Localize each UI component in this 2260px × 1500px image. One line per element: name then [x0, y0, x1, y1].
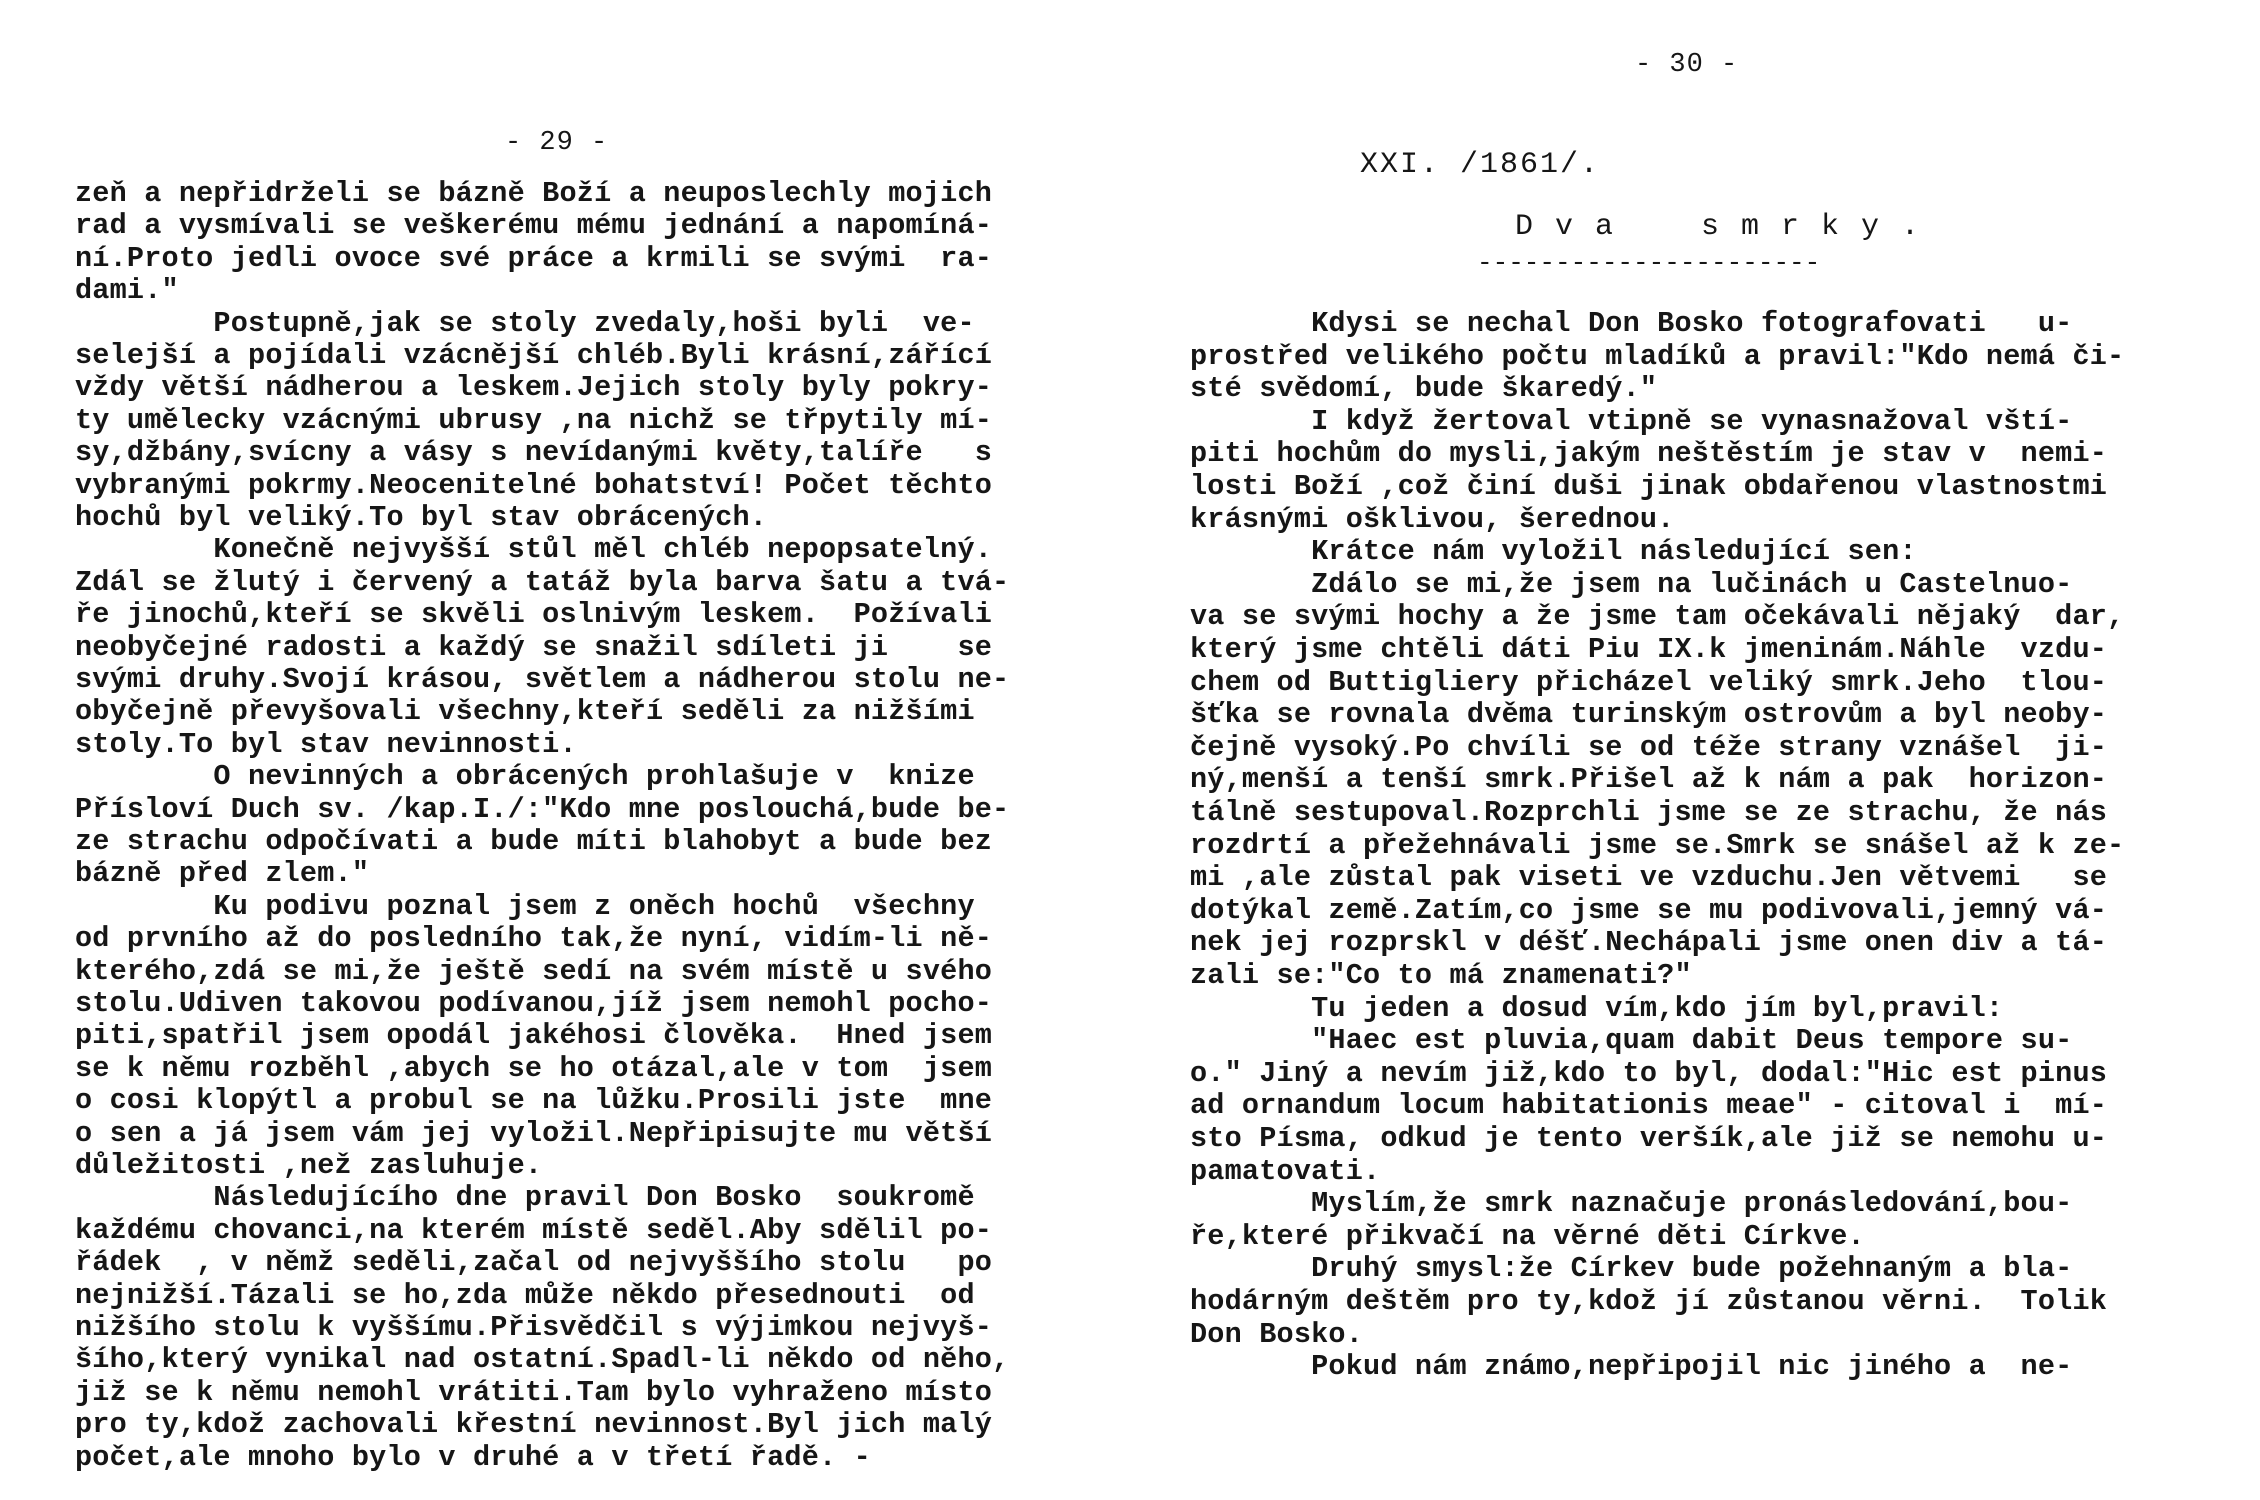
text-line: sté svědomí, bude škaredý." — [1190, 372, 1658, 406]
text-line: sto Písma, odkud je tento veršík,ale již se nemohu u- — [1190, 1122, 2108, 1155]
text-line: Konečně nejvyšší stůl měl chléb nepopsatelný. — [75, 533, 993, 567]
text-line: rad a vysmívali se veškerému mému jednání a napomíná- — [75, 209, 993, 243]
text-line: krásnými ošklivou, šerednou. — [1190, 502, 1675, 536]
text-line: tálně sestupoval.Rozprchli jsme se ze strachu, že nás — [1190, 796, 2108, 829]
text-line: sy,džbány,svícny a vásy s nevídanými květy,talíře s — [75, 436, 993, 470]
text-line: nižšího stolu k vyššímu.Přisvědčil s výjimkou nejvyš- — [75, 1311, 993, 1344]
text-line: pamatovati. — [1190, 1154, 1381, 1188]
text-line: I když žertoval vtipně se vynasnažoval vští- — [1190, 404, 2073, 438]
text-line: nejnižší.Tázali se ho,zda může někdo přesednouti od — [75, 1278, 975, 1312]
text-line: Následujícího dne pravil Don Bosko soukromě — [75, 1181, 975, 1215]
text-line: bázně před zlem." — [75, 857, 370, 891]
text-line: kterého,zdá se mi,že ještě sedí na svém místě u svého — [75, 954, 993, 988]
text-line: šího,který vynikal nad ostatní.Spadl-li někdo od něho, — [75, 1343, 1010, 1377]
text-line: selejší a pojídali vzácnější chléb.Byli krásní,zářící — [75, 339, 993, 372]
text-line: ze strachu odpočívati a bude míti blahobyt a bude bez — [75, 825, 993, 858]
right-page — [1130, 0, 2260, 1500]
text-line: vždy větší nádherou a leskem.Jejich stoly byly pokry- — [75, 371, 993, 405]
text-line: který jsme chtěli dáti Piu IX.k jmeninám.Náhle vzdu- — [1190, 633, 2108, 666]
text-line: Kdysi se nechal Don Bosko fotografovati u- — [1190, 307, 2073, 340]
page-number: - 30 - — [1635, 50, 1739, 80]
text-line: rozdrtí a přežehnávali jsme se.Smrk se snášel až k ze- — [1190, 828, 2125, 862]
text-line: Zdálo se mi,že jsem na lučinách u Castelnuo- — [1190, 567, 2073, 601]
text-line: ře,které přikvačí na věrné děti Církve. — [1190, 1219, 1865, 1253]
text-line: Druhý smysl:že Církev bude požehnaným a bla- — [1190, 1252, 2073, 1286]
text-line: ný,menší a tenší smrk.Přišel až k nám a pak horizon- — [1190, 763, 2108, 797]
text-line: neobyčejné radosti a každý se snažil sdíleti ji se — [75, 630, 993, 664]
text-line: hodárným deštěm pro ty,kdož jí zůstanou věrni. Tolik — [1190, 1285, 2108, 1318]
text-line: chem od Buttigliery přicházel veliký smrk.Jeho tlou- — [1190, 665, 2108, 699]
page-number: - 29 - — [505, 128, 609, 158]
text-line: ad ornandum locum habitationis meae" - citoval i mí- — [1190, 1089, 2108, 1123]
text-line: ty umělecky vzácnými ubrusy ,na nichž se třpytily mí- — [75, 403, 993, 437]
title-underline: ---------------------- — [1477, 248, 1821, 278]
text-line: počet,ale mnoho bylo v druhé a v třetí řadě. - — [75, 1440, 871, 1474]
text-line: nek jej rozprskl v déšť.Nechápali jsme onen div a tá- — [1190, 926, 2108, 960]
text-line: stoly.To byl stav nevinnosti. — [75, 727, 577, 761]
text-line: čejně vysoký.Po chvíli se od téže strany vznášel ji- — [1190, 730, 2108, 764]
text-line: Ku podivu poznal jsem z oněch hochů všechny — [75, 889, 975, 923]
text-line: obyčejně převyšovali všechny,kteří seděli za nižšími — [75, 695, 975, 729]
text-line: Don Bosko. — [1190, 1317, 1364, 1351]
text-line: mi ,ale zůstal pak viseti ve vzduchu.Jen větvemi se — [1190, 861, 2108, 895]
text-line: šťka se rovnala dvěma turinským ostrovům a byl neoby- — [1190, 698, 2108, 732]
text-line: Pokud nám známo,nepřipojil nic jiného a ne- — [1190, 1350, 2073, 1384]
text-line: Tu jeden a dosud vím,kdo jím byl,pravil: — [1190, 991, 2004, 1025]
text-line: ní.Proto jedli ovoce své práce a krmili se svými ra- — [75, 241, 993, 275]
text-line: losti Boží ,což činí duši jinak obdařenou vlastnostmi — [1190, 470, 2108, 503]
text-line: Myslím,že smrk naznačuje pronásledování,bou- — [1190, 1187, 2073, 1221]
text-line: svými druhy.Svojí krásou, světlem a nádherou stolu ne- — [75, 663, 1010, 696]
text-line: dotýkal země.Zatím,co jsme se mu podivovali,jemný vá- — [1190, 893, 2108, 927]
text-line: ře jinochů,kteří se skvěli oslnivým leskem. Požívali — [75, 598, 993, 632]
text-line: Postupně,jak se stoly zvedaly,hoši byli ve- — [75, 306, 975, 340]
text-line: piti hochům do mysli,jakým neštěstím je stav v nemi- — [1190, 437, 2108, 471]
text-line: Přísloví Duch sv. /kap.I./:"Kdo mne poslouchá,bude be- — [75, 792, 1010, 826]
text-line: dami." — [75, 274, 179, 308]
text-line: zali se:"Co to má znamenati?" — [1190, 959, 1692, 992]
text-line: "Haec est pluvia,quam dabit Deus tempore su- — [1190, 1024, 2073, 1058]
text-line: O nevinných a obrácených prohlašuje v knize — [75, 760, 975, 794]
text-line: řádek , v němž seděli,začal od nejvyššího stolu po — [75, 1246, 993, 1280]
text-line: Krátce nám vyložil následující sen: — [1190, 535, 1917, 569]
chapter-title: D v a s m r k y . — [1515, 210, 1920, 244]
chapter-heading: XXI. /1861/. — [1360, 148, 1601, 182]
text-line: o." Jiný a nevím již,kdo to byl, dodal:"Hic est pinus — [1190, 1056, 2108, 1090]
text-line: pro ty,kdož zachovali křestní nevinnost.Byl jich malý — [75, 1408, 993, 1442]
text-line: Zdál se žlutý i červený a tatáž byla barva šatu a tvá- — [75, 565, 1010, 599]
text-line: se k němu rozběhl ,abych se ho otázal,ale v tom jsem — [75, 1051, 993, 1085]
text-line: stolu.Udiven takovou podívanou,jíž jsem nemohl pocho- — [75, 987, 993, 1020]
text-line: piti,spatřil jsem opodál jakéhosi člověka. Hned jsem — [75, 1019, 993, 1053]
text-line: va se svými hochy a že jsme tam očekávali nějaký dar, — [1190, 600, 2125, 634]
text-line: zeň a nepřidrželi se bázně Boží a neuposlechly mojich — [75, 177, 993, 210]
text-line: vybranými pokrmy.Neocenitelné bohatství! Počet těchto — [75, 468, 993, 502]
text-line: hochů byl veliký.To byl stav obrácených. — [75, 501, 768, 534]
text-line: prostřed velikého počtu mladíků a pravil:"Kdo nemá či- — [1190, 339, 2125, 373]
text-line: o sen a já jsem vám jej vyložil.Nepřipisujte mu větší — [75, 1116, 993, 1150]
text-line: od prvního až do posledního tak,že nyní, vidím-li ně- — [75, 922, 993, 956]
text-line: důležitosti ,než zasluhuje. — [75, 1149, 543, 1182]
text-line: o cosi klopýtl a probul se na lůžku.Prosili jste mne — [75, 1084, 993, 1118]
text-line: každému chovanci,na kterém místě seděl.Aby sdělil po- — [75, 1213, 993, 1247]
text-line: již se k němu nemohl vrátiti.Tam bylo vyhraženo místo — [75, 1375, 993, 1409]
